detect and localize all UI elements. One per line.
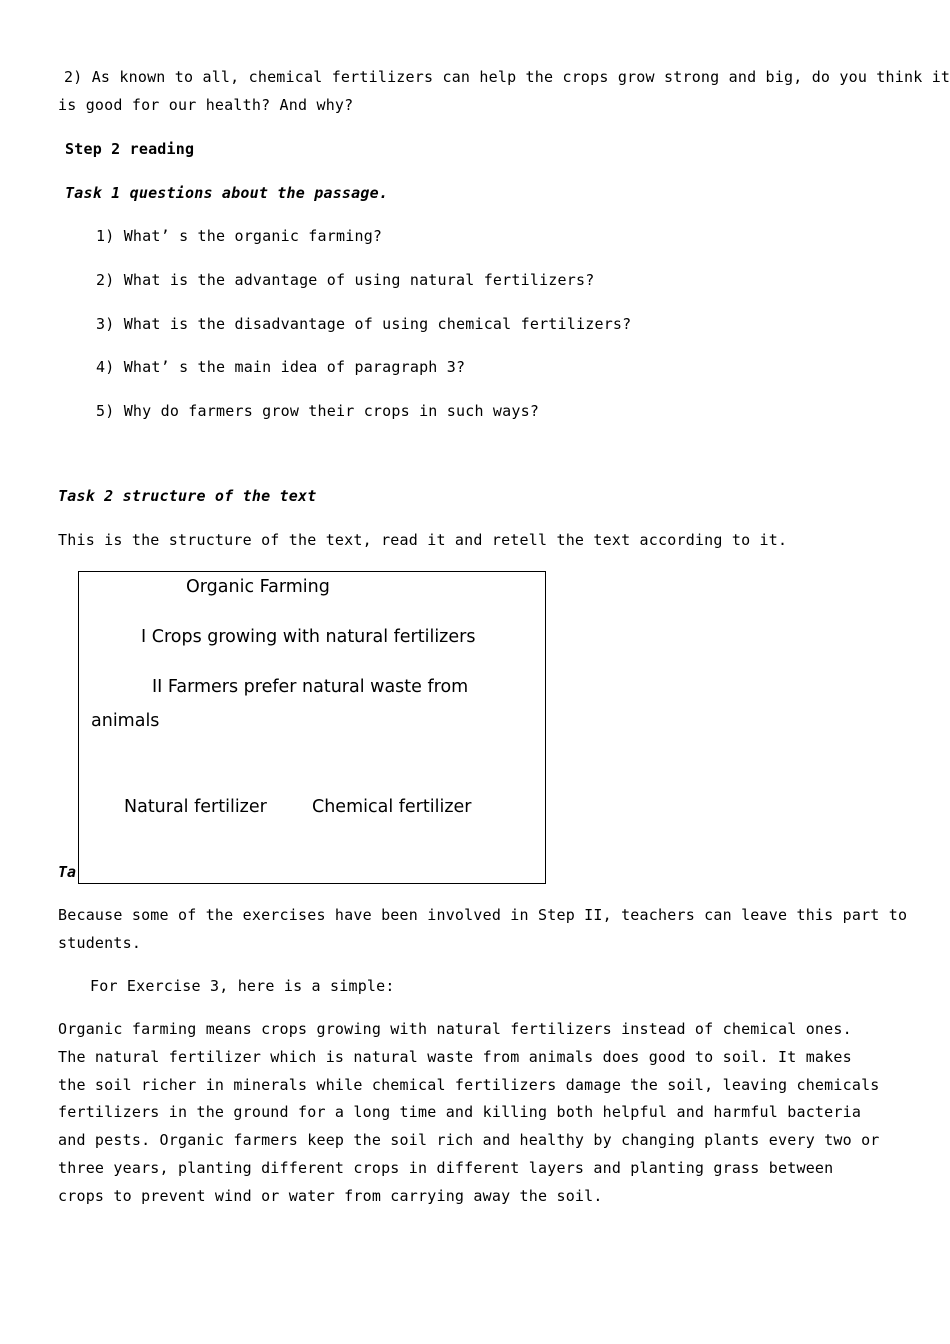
exercises-note-line-2: students.: [58, 934, 142, 952]
task-1-question-1: 1) What’ s the organic farming?: [96, 227, 383, 245]
task-1-heading: Task 1 questions about the passage.: [65, 184, 389, 202]
structure-point-1: I Crops growing with natural fertilizers: [141, 627, 476, 647]
sample-answer-paragraph: Organic farming means crops growing with natural fertilizers instead of chemical ones. The natural fertilizer which is natural waste from animals does good to soil. It makes the soil richer in minerals while chemical fertilizers damage the soil, leaving chemicals fertilizers in the ground for a long time and killing both helpful and harmful bacteria and pests. Organic farmers keep the soil rich and healthy by changing plants every two or three years, planting different crops in different layers and planting grass between crops to prevent wind or water from carrying away the soil.: [58, 1020, 880, 1205]
task-1-question-2: 2) What is the advantage of using natural fertilizers?: [96, 271, 595, 289]
task-1-question-5: 5) Why do farmers grow their crops in such ways?: [96, 402, 540, 420]
structure-point-2-line-2: animals: [91, 711, 160, 731]
step-2-heading: Step 2 reading: [65, 140, 195, 158]
question-2-line-1: 2) As known to all, chemical fertilizers can help the crops grow strong and big, do you think it: [64, 68, 950, 86]
task-1-question-4: 4) What’ s the main idea of paragraph 3?: [96, 358, 466, 376]
task-2-heading: Task 2 structure of the text: [58, 487, 317, 505]
natural-fertilizer-label: Natural fertilizer: [124, 797, 267, 817]
task-3-heading-partial: Ta: [58, 863, 77, 881]
exercise-3-intro: For Exercise 3, here is a simple:: [90, 977, 395, 995]
structure-point-2-line-1: II Farmers prefer natural waste from: [152, 677, 469, 697]
task-1-question-3: 3) What is the disadvantage of using chemical fertilizers?: [96, 315, 632, 333]
chemical-fertilizer-label: Chemical fertilizer: [312, 797, 472, 817]
structure-diagram-box: [78, 571, 546, 884]
structure-title: Organic Farming: [186, 577, 330, 597]
question-2-line-2: is good for our health? And why?: [58, 96, 354, 114]
task-2-instruction: This is the structure of the text, read it and retell the text according to it.: [58, 531, 788, 549]
exercises-note-line-1: Because some of the exercises have been involved in Step II, teachers can leave this part to: [58, 906, 908, 924]
